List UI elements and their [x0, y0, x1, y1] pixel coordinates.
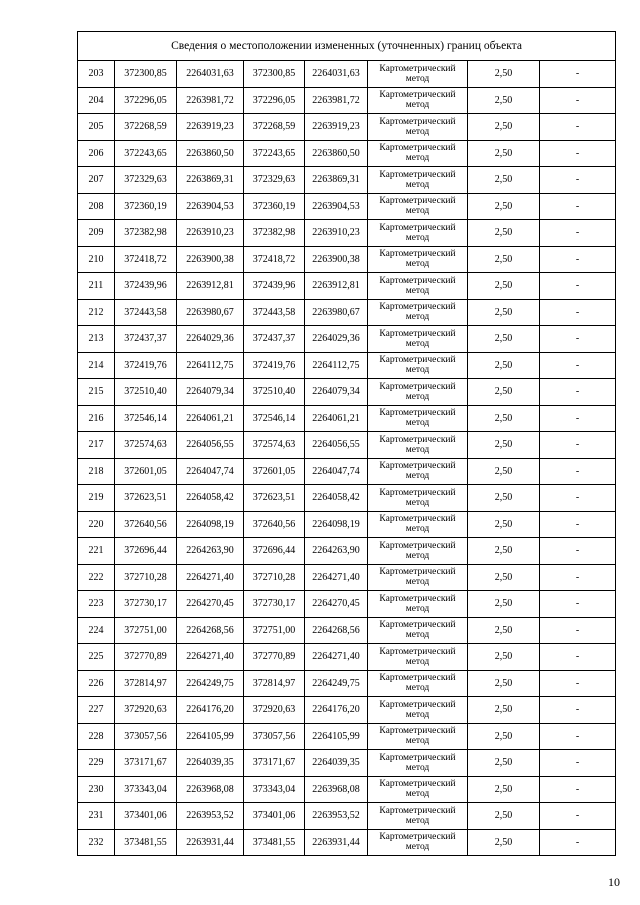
description-cell: -	[540, 405, 616, 432]
accuracy-cell: 2,50	[468, 670, 540, 697]
accuracy-cell: 2,50	[468, 776, 540, 803]
x-new-cell: 372329,63	[244, 167, 305, 194]
x-new-cell: 372601,05	[244, 458, 305, 485]
method-cell: Картометрический метод	[368, 776, 468, 803]
x-existing-cell: 372920,63	[115, 697, 177, 724]
x-existing-cell: 372443,58	[115, 299, 177, 326]
y-new-cell: 2263981,72	[305, 87, 368, 114]
x-existing-cell: 372382,98	[115, 220, 177, 247]
y-existing-cell: 2264039,35	[177, 750, 244, 777]
description-cell: -	[540, 829, 616, 856]
boundary-coordinates-table	[77, 31, 616, 856]
description-cell: -	[540, 644, 616, 671]
description-cell: -	[540, 61, 616, 88]
point-number-cell: 225	[78, 644, 115, 671]
y-new-cell: 2264061,21	[305, 405, 368, 432]
description-cell: -	[540, 432, 616, 459]
point-number-cell: 226	[78, 670, 115, 697]
method-cell: Картометрический метод	[368, 564, 468, 591]
table-row	[78, 750, 616, 777]
y-existing-cell: 2263953,52	[177, 803, 244, 830]
y-new-cell: 2264029,36	[305, 326, 368, 353]
accuracy-cell: 2,50	[468, 617, 540, 644]
y-existing-cell: 2264271,40	[177, 564, 244, 591]
point-number-cell: 211	[78, 273, 115, 300]
x-new-cell: 373171,67	[244, 750, 305, 777]
y-new-cell: 2264098,19	[305, 511, 368, 538]
table-title: Сведения о местоположении измененных (уточненных) границ объекта	[78, 32, 616, 61]
y-new-cell: 2264249,75	[305, 670, 368, 697]
y-existing-cell: 2264056,55	[177, 432, 244, 459]
x-new-cell: 372751,00	[244, 617, 305, 644]
point-number-cell: 208	[78, 193, 115, 220]
accuracy-cell: 2,50	[468, 246, 540, 273]
x-new-cell: 372243,65	[244, 140, 305, 167]
y-existing-cell: 2263904,53	[177, 193, 244, 220]
y-new-cell: 2263931,44	[305, 829, 368, 856]
x-existing-cell: 373171,67	[115, 750, 177, 777]
description-cell: -	[540, 803, 616, 830]
x-existing-cell: 372574,63	[115, 432, 177, 459]
table-row	[78, 167, 616, 194]
table-row	[78, 617, 616, 644]
x-new-cell: 372546,14	[244, 405, 305, 432]
x-new-cell: 372437,37	[244, 326, 305, 353]
description-cell: -	[540, 87, 616, 114]
x-new-cell: 373401,06	[244, 803, 305, 830]
accuracy-cell: 2,50	[468, 697, 540, 724]
y-existing-cell: 2264079,34	[177, 379, 244, 406]
x-existing-cell: 372437,37	[115, 326, 177, 353]
x-existing-cell: 372770,89	[115, 644, 177, 671]
x-existing-cell: 372751,00	[115, 617, 177, 644]
y-existing-cell: 2263900,38	[177, 246, 244, 273]
y-new-cell: 2263910,23	[305, 220, 368, 247]
method-cell: Картометрический метод	[368, 405, 468, 432]
table-row	[78, 299, 616, 326]
x-existing-cell: 372439,96	[115, 273, 177, 300]
accuracy-cell: 2,50	[468, 299, 540, 326]
point-number-cell: 227	[78, 697, 115, 724]
method-cell: Картометрический метод	[368, 273, 468, 300]
method-cell: Картометрический метод	[368, 379, 468, 406]
y-existing-cell: 2264112,75	[177, 352, 244, 379]
description-cell: -	[540, 114, 616, 141]
description-cell: -	[540, 750, 616, 777]
method-cell: Картометрический метод	[368, 193, 468, 220]
x-existing-cell: 372730,17	[115, 591, 177, 618]
point-number-cell: 224	[78, 617, 115, 644]
y-new-cell: 2264047,74	[305, 458, 368, 485]
y-new-cell: 2264268,56	[305, 617, 368, 644]
x-existing-cell: 372640,56	[115, 511, 177, 538]
method-cell: Картометрический метод	[368, 140, 468, 167]
y-new-cell: 2264263,90	[305, 538, 368, 565]
y-new-cell: 2263869,31	[305, 167, 368, 194]
point-number-cell: 207	[78, 167, 115, 194]
description-cell: -	[540, 246, 616, 273]
x-new-cell: 372710,28	[244, 564, 305, 591]
table-row	[78, 829, 616, 856]
x-new-cell: 372574,63	[244, 432, 305, 459]
accuracy-cell: 2,50	[468, 432, 540, 459]
x-new-cell: 372920,63	[244, 697, 305, 724]
y-new-cell: 2264270,45	[305, 591, 368, 618]
point-number-cell: 228	[78, 723, 115, 750]
table-row	[78, 352, 616, 379]
table-row	[78, 644, 616, 671]
y-existing-cell: 2263981,72	[177, 87, 244, 114]
point-number-cell: 217	[78, 432, 115, 459]
point-number-cell: 222	[78, 564, 115, 591]
table-row	[78, 220, 616, 247]
method-cell: Картометрический метод	[368, 670, 468, 697]
table-row	[78, 803, 616, 830]
method-cell: Картометрический метод	[368, 114, 468, 141]
description-cell: -	[540, 299, 616, 326]
table-row	[78, 246, 616, 273]
accuracy-cell: 2,50	[468, 564, 540, 591]
table-row	[78, 432, 616, 459]
point-number-cell: 230	[78, 776, 115, 803]
x-existing-cell: 372601,05	[115, 458, 177, 485]
y-existing-cell: 2264271,40	[177, 644, 244, 671]
x-existing-cell: 373057,56	[115, 723, 177, 750]
y-new-cell: 2263919,23	[305, 114, 368, 141]
x-existing-cell: 373401,06	[115, 803, 177, 830]
y-existing-cell: 2263869,31	[177, 167, 244, 194]
y-new-cell: 2264112,75	[305, 352, 368, 379]
description-cell: -	[540, 193, 616, 220]
x-new-cell: 372696,44	[244, 538, 305, 565]
accuracy-cell: 2,50	[468, 352, 540, 379]
method-cell: Картометрический метод	[368, 538, 468, 565]
accuracy-cell: 2,50	[468, 379, 540, 406]
accuracy-cell: 2,50	[468, 829, 540, 856]
x-existing-cell: 373343,04	[115, 776, 177, 803]
x-new-cell: 372623,51	[244, 485, 305, 512]
y-existing-cell: 2263968,08	[177, 776, 244, 803]
y-new-cell: 2264079,34	[305, 379, 368, 406]
accuracy-cell: 2,50	[468, 326, 540, 353]
table-body	[78, 61, 616, 856]
x-existing-cell: 372329,63	[115, 167, 177, 194]
y-new-cell: 2264176,20	[305, 697, 368, 724]
method-cell: Картометрический метод	[368, 220, 468, 247]
description-cell: -	[540, 220, 616, 247]
table-row	[78, 140, 616, 167]
point-number-cell: 220	[78, 511, 115, 538]
description-cell: -	[540, 352, 616, 379]
x-new-cell: 372382,98	[244, 220, 305, 247]
y-existing-cell: 2264270,45	[177, 591, 244, 618]
accuracy-cell: 2,50	[468, 750, 540, 777]
x-existing-cell: 372814,97	[115, 670, 177, 697]
method-cell: Картометрический метод	[368, 723, 468, 750]
table-row	[78, 379, 616, 406]
accuracy-cell: 2,50	[468, 220, 540, 247]
table-row	[78, 723, 616, 750]
accuracy-cell: 2,50	[468, 87, 540, 114]
x-existing-cell: 372243,65	[115, 140, 177, 167]
point-number-cell: 212	[78, 299, 115, 326]
description-cell: -	[540, 458, 616, 485]
y-existing-cell: 2264029,36	[177, 326, 244, 353]
x-new-cell: 372300,85	[244, 61, 305, 88]
y-existing-cell: 2263980,67	[177, 299, 244, 326]
accuracy-cell: 2,50	[468, 803, 540, 830]
y-existing-cell: 2264263,90	[177, 538, 244, 565]
accuracy-cell: 2,50	[468, 723, 540, 750]
point-number-cell: 210	[78, 246, 115, 273]
method-cell: Картометрический метод	[368, 803, 468, 830]
accuracy-cell: 2,50	[468, 193, 540, 220]
accuracy-cell: 2,50	[468, 458, 540, 485]
y-existing-cell: 2264047,74	[177, 458, 244, 485]
x-existing-cell: 372623,51	[115, 485, 177, 512]
table-row	[78, 193, 616, 220]
table-row	[78, 564, 616, 591]
x-new-cell: 373481,55	[244, 829, 305, 856]
y-new-cell: 2263904,53	[305, 193, 368, 220]
method-cell: Картометрический метод	[368, 617, 468, 644]
y-new-cell: 2263968,08	[305, 776, 368, 803]
table-row	[78, 538, 616, 565]
accuracy-cell: 2,50	[468, 140, 540, 167]
description-cell: -	[540, 326, 616, 353]
method-cell: Картометрический метод	[368, 167, 468, 194]
y-existing-cell: 2264058,42	[177, 485, 244, 512]
y-new-cell: 2263980,67	[305, 299, 368, 326]
method-cell: Картометрический метод	[368, 644, 468, 671]
y-new-cell: 2264039,35	[305, 750, 368, 777]
x-existing-cell: 373481,55	[115, 829, 177, 856]
x-existing-cell: 372360,19	[115, 193, 177, 220]
description-cell: -	[540, 273, 616, 300]
table-row	[78, 776, 616, 803]
point-number-cell: 203	[78, 61, 115, 88]
x-new-cell: 372730,17	[244, 591, 305, 618]
y-new-cell: 2264105,99	[305, 723, 368, 750]
method-cell: Картометрический метод	[368, 485, 468, 512]
y-existing-cell: 2264098,19	[177, 511, 244, 538]
method-cell: Картометрический метод	[368, 458, 468, 485]
x-existing-cell: 372268,59	[115, 114, 177, 141]
description-cell: -	[540, 140, 616, 167]
accuracy-cell: 2,50	[468, 644, 540, 671]
y-new-cell: 2264058,42	[305, 485, 368, 512]
page-number: 10	[608, 875, 620, 889]
x-new-cell: 373343,04	[244, 776, 305, 803]
method-cell: Картометрический метод	[368, 697, 468, 724]
accuracy-cell: 2,50	[468, 591, 540, 618]
point-number-cell: 204	[78, 87, 115, 114]
description-cell: -	[540, 670, 616, 697]
table-row	[78, 61, 616, 88]
description-cell: -	[540, 776, 616, 803]
y-existing-cell: 2264031,63	[177, 61, 244, 88]
table-row	[78, 326, 616, 353]
method-cell: Картометрический метод	[368, 61, 468, 88]
point-number-cell: 231	[78, 803, 115, 830]
point-number-cell: 218	[78, 458, 115, 485]
y-existing-cell: 2264268,56	[177, 617, 244, 644]
y-new-cell: 2263860,50	[305, 140, 368, 167]
point-number-cell: 229	[78, 750, 115, 777]
point-number-cell: 221	[78, 538, 115, 565]
x-existing-cell: 372546,14	[115, 405, 177, 432]
description-cell: -	[540, 485, 616, 512]
x-existing-cell: 372418,72	[115, 246, 177, 273]
description-cell: -	[540, 617, 616, 644]
table-row	[78, 670, 616, 697]
y-existing-cell: 2263860,50	[177, 140, 244, 167]
x-existing-cell: 372710,28	[115, 564, 177, 591]
y-new-cell: 2264031,63	[305, 61, 368, 88]
description-cell: -	[540, 697, 616, 724]
method-cell: Картометрический метод	[368, 511, 468, 538]
x-new-cell: 372814,97	[244, 670, 305, 697]
accuracy-cell: 2,50	[468, 485, 540, 512]
y-new-cell: 2263912,81	[305, 273, 368, 300]
table-row	[78, 405, 616, 432]
y-existing-cell: 2264061,21	[177, 405, 244, 432]
table-row	[78, 458, 616, 485]
method-cell: Картометрический метод	[368, 591, 468, 618]
x-new-cell: 372770,89	[244, 644, 305, 671]
x-existing-cell: 372419,76	[115, 352, 177, 379]
point-number-cell: 206	[78, 140, 115, 167]
y-new-cell: 2263953,52	[305, 803, 368, 830]
x-new-cell: 372510,40	[244, 379, 305, 406]
description-cell: -	[540, 564, 616, 591]
method-cell: Картометрический метод	[368, 432, 468, 459]
table-row	[78, 87, 616, 114]
y-existing-cell: 2264105,99	[177, 723, 244, 750]
method-cell: Картометрический метод	[368, 326, 468, 353]
table-row	[78, 591, 616, 618]
description-cell: -	[540, 511, 616, 538]
point-number-cell: 213	[78, 326, 115, 353]
point-number-cell: 223	[78, 591, 115, 618]
y-existing-cell: 2264249,75	[177, 670, 244, 697]
accuracy-cell: 2,50	[468, 273, 540, 300]
point-number-cell: 216	[78, 405, 115, 432]
method-cell: Картометрический метод	[368, 352, 468, 379]
accuracy-cell: 2,50	[468, 405, 540, 432]
description-cell: -	[540, 167, 616, 194]
x-new-cell: 372360,19	[244, 193, 305, 220]
point-number-cell: 219	[78, 485, 115, 512]
y-existing-cell: 2263912,81	[177, 273, 244, 300]
y-new-cell: 2264271,40	[305, 564, 368, 591]
method-cell: Картометрический метод	[368, 750, 468, 777]
point-number-cell: 214	[78, 352, 115, 379]
point-number-cell: 209	[78, 220, 115, 247]
y-existing-cell: 2263910,23	[177, 220, 244, 247]
x-new-cell: 372418,72	[244, 246, 305, 273]
table-row	[78, 697, 616, 724]
x-new-cell: 373057,56	[244, 723, 305, 750]
y-new-cell: 2264271,40	[305, 644, 368, 671]
x-new-cell: 372640,56	[244, 511, 305, 538]
x-new-cell: 372296,05	[244, 87, 305, 114]
y-new-cell: 2263900,38	[305, 246, 368, 273]
x-new-cell: 372268,59	[244, 114, 305, 141]
description-cell: -	[540, 723, 616, 750]
x-new-cell: 372443,58	[244, 299, 305, 326]
description-cell: -	[540, 379, 616, 406]
point-number-cell: 232	[78, 829, 115, 856]
x-existing-cell: 372296,05	[115, 87, 177, 114]
accuracy-cell: 2,50	[468, 114, 540, 141]
x-existing-cell: 372510,40	[115, 379, 177, 406]
description-cell: -	[540, 538, 616, 565]
table-row	[78, 273, 616, 300]
accuracy-cell: 2,50	[468, 167, 540, 194]
table-row	[78, 114, 616, 141]
table-row	[78, 485, 616, 512]
accuracy-cell: 2,50	[468, 61, 540, 88]
x-new-cell: 372419,76	[244, 352, 305, 379]
method-cell: Картометрический метод	[368, 87, 468, 114]
method-cell: Картометрический метод	[368, 829, 468, 856]
y-new-cell: 2264056,55	[305, 432, 368, 459]
method-cell: Картометрический метод	[368, 299, 468, 326]
method-cell: Картометрический метод	[368, 246, 468, 273]
description-cell: -	[540, 591, 616, 618]
y-existing-cell: 2264176,20	[177, 697, 244, 724]
y-existing-cell: 2263931,44	[177, 829, 244, 856]
accuracy-cell: 2,50	[468, 511, 540, 538]
accuracy-cell: 2,50	[468, 538, 540, 565]
point-number-cell: 215	[78, 379, 115, 406]
point-number-cell: 205	[78, 114, 115, 141]
x-new-cell: 372439,96	[244, 273, 305, 300]
y-existing-cell: 2263919,23	[177, 114, 244, 141]
table-row	[78, 511, 616, 538]
x-existing-cell: 372696,44	[115, 538, 177, 565]
x-existing-cell: 372300,85	[115, 61, 177, 88]
